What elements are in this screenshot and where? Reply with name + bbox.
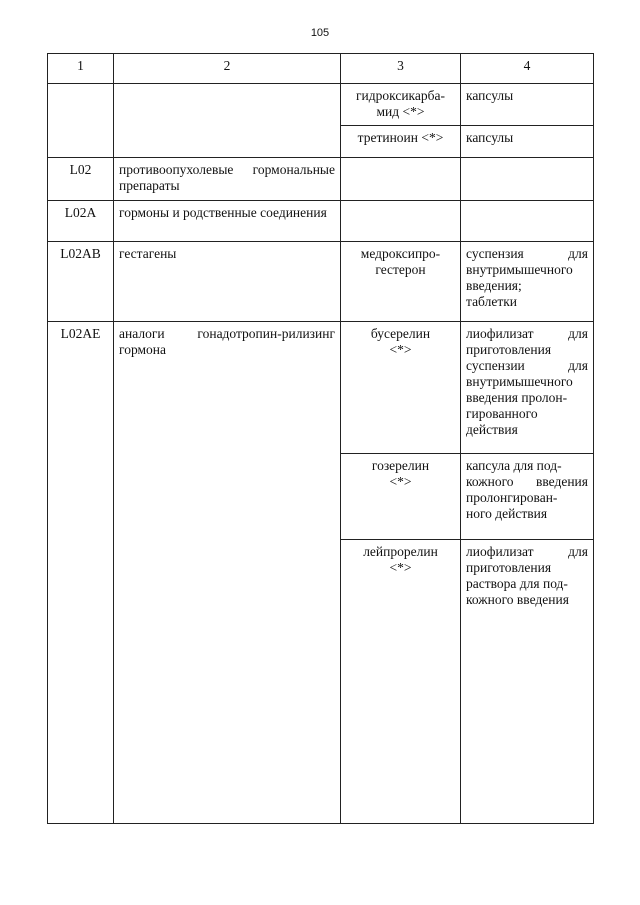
dosage-form-cell bbox=[461, 158, 594, 201]
drug-name-cell: третиноин <*> bbox=[341, 125, 461, 157]
table-row bbox=[48, 242, 594, 322]
group-name-cell: противоопухолевые гормональные препараты bbox=[114, 158, 341, 201]
atc-code-cell bbox=[48, 84, 114, 158]
header-cell-3: 3 bbox=[341, 54, 461, 84]
table-row bbox=[48, 158, 594, 201]
dosage-form-cell: капсулы bbox=[461, 84, 594, 126]
drug-table bbox=[47, 53, 594, 824]
drug-name-cell bbox=[341, 158, 461, 201]
drug-name-cell: гозерелин <*> bbox=[341, 454, 461, 540]
dosage-form-cell: капсулы bbox=[461, 125, 594, 157]
table-row bbox=[48, 322, 594, 454]
drug-name-cell: медроксипро- гестерон bbox=[341, 242, 461, 322]
table-row bbox=[48, 84, 594, 126]
atc-code-cell: L02AB bbox=[48, 242, 114, 322]
dosage-form-cell: лиофилизат для приготовления суспензии для внутримышечного введения пролон- гированного действия bbox=[461, 322, 594, 454]
header-row bbox=[48, 54, 594, 84]
drug-name-cell: лейпрорелин <*> bbox=[341, 540, 461, 824]
group-name-cell: гестагены bbox=[114, 242, 341, 322]
table-row bbox=[48, 200, 594, 242]
header-cell-1: 1 bbox=[48, 54, 114, 84]
atc-code-cell: L02A bbox=[48, 200, 114, 242]
drug-name-cell: бусерелин <*> bbox=[341, 322, 461, 454]
header-cell-2: 2 bbox=[114, 54, 341, 84]
group-name-cell: аналоги гонадотропин-рилизинг гормона bbox=[114, 322, 341, 824]
group-name-cell bbox=[114, 84, 341, 158]
atc-code-cell: L02 bbox=[48, 158, 114, 201]
group-name-cell: гормоны и родственные соединения bbox=[114, 200, 341, 242]
dosage-form-cell: суспензия для внутримышечного введения; таблетки bbox=[461, 242, 594, 322]
dosage-form-cell: капсула для под- кожного введения пролонгирован- ного действия bbox=[461, 454, 594, 540]
drug-name-cell bbox=[341, 200, 461, 242]
dosage-form-cell bbox=[461, 200, 594, 242]
drug-name-cell: гидроксикарба- мид <*> bbox=[341, 84, 461, 126]
atc-code-cell: L02AE bbox=[48, 322, 114, 824]
dosage-form-cell: лиофилизат для приготовления раствора для под- кожного введения bbox=[461, 540, 594, 824]
page-number: 105 bbox=[310, 27, 330, 39]
header-cell-4: 4 bbox=[461, 54, 594, 84]
